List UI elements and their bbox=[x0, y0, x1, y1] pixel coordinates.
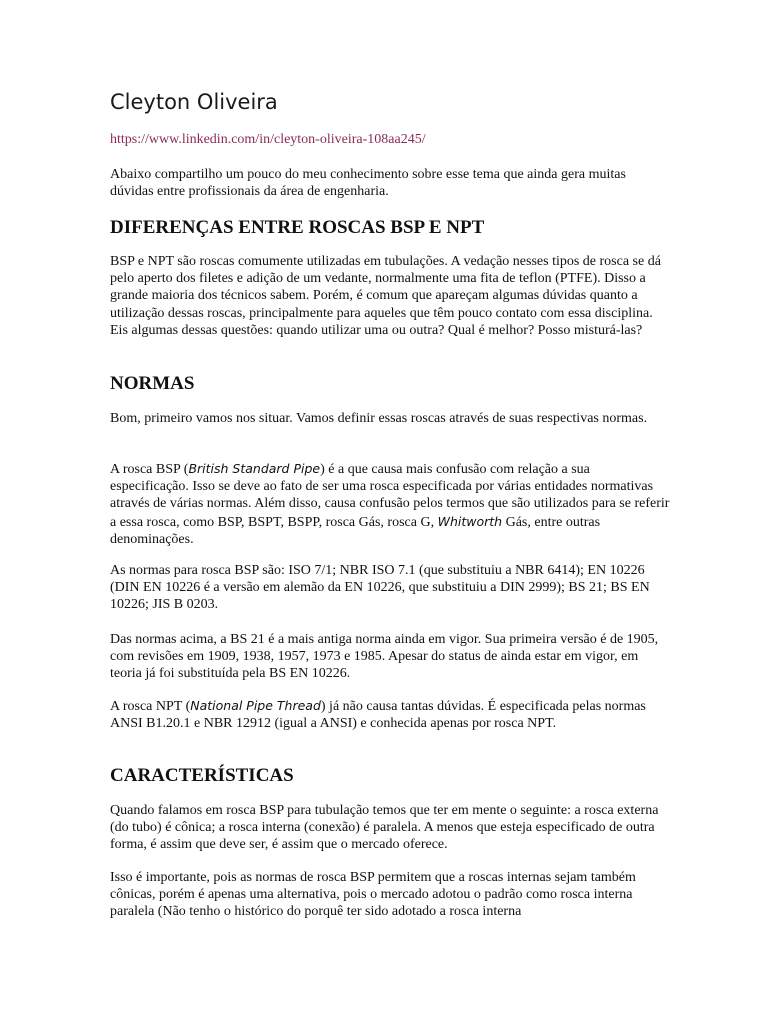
term-national-pipe-thread: National Pipe Thread bbox=[190, 698, 321, 713]
paragraph-npt-definition: A rosca NPT (National Pipe Thread) já não causa tantas dúvidas. É especificada pelas normas ANSI B1.20.1 e NBR 12912 (igual a ANSI) e conhecida apenas por rosca NPT. bbox=[110, 698, 646, 732]
paragraph-bsp-definition: A rosca BSP (British Standard Pipe) é a que causa mais confusão com relação a sua especificação. Isso se deve ao fato de ser uma rosca especificada por várias entidades normativas através de várias normas. Além disso, causa confusão pelos termos que são utilizados para se referir a essa rosca, como BSP, BSPT, BSPP, rosca Gás, rosca G, Whitworth Gás, entre outras denominações. bbox=[110, 461, 670, 547]
paragraph-bsp-characteristics: Quando falamos em rosca BSP para tubulação temos que ter em mente o seguinte: a rosca externa (do tubo) é cônica; a rosca interna (conexão) é paralela. A menos que esteja especificado de outra forma, é assim que deve ser, é assim que o mercado oferece. bbox=[110, 803, 659, 853]
paragraph-normas-intro: Bom, primeiro vamos nos situar. Vamos definir essas roscas através de suas respectivas normas. bbox=[110, 411, 648, 426]
paragraph-bsp-standards: As normas para rosca BSP são: ISO 7/1; NBR ISO 7.1 (que substituiu a NBR 6414); EN 10226 (DIN EN 10226 é a versão em alemão da EN 10226, que substituiu a DIN 2999); BS 21; BS EN 10226; JIS B 0203. bbox=[110, 563, 650, 613]
section-heading-caracteristicas: CARACTERÍSTICAS bbox=[110, 765, 294, 786]
term-whitworth: Whitworth bbox=[437, 513, 503, 529]
author-name: Cleyton Oliveira bbox=[110, 90, 278, 114]
linkedin-link[interactable]: https://www.linkedin.com/in/cleyton-oliveira-108aa245/ bbox=[110, 132, 426, 147]
intro-paragraph: Abaixo compartilho um pouco do meu conhecimento sobre esse tema que ainda gera muitas dúvidas entre profissionais da área de engenharia. bbox=[110, 167, 626, 200]
paragraph-bs21-history: Das normas acima, a BS 21 é a mais antiga norma ainda em vigor. Sua primeira versão é de 1905, com revisões em 1909, 1938, 1957, 1973 e 1985. Apesar do status de ainda estar em vigor, em teoria já foi substituída pela BS EN 10226. bbox=[110, 632, 659, 682]
section-heading-diferencas: DIFERENÇAS ENTRE ROSCAS BSP E NPT bbox=[110, 217, 485, 238]
paragraph-bsp-internal-thread: Isso é importante, pois as normas de rosca BSP permitem que a roscas internas sejam também cônicas, porém é apenas uma alternativa, pois o mercado adotou o padrão como rosca interna paralela (Não tenho o histórico do porquê ter sido adotado a rosca interna bbox=[110, 870, 636, 920]
term-british-standard-pipe: British Standard Pipe bbox=[188, 461, 321, 476]
section-heading-normas: NORMAS bbox=[110, 373, 195, 394]
paragraph-bsp-npt-intro: BSP e NPT são roscas comumente utilizadas em tubulações. A vedação nesses tipos de rosca se dá pelo aperto dos filetes e adição de um vedante, normalmente uma fita de teflon (PTFE). Disso a grande maioria dos técnicos sabem. Porém, é comum que apareçam algumas dúvidas quanto a utilização dessas roscas, principalmente para aqueles que têm pouco contato com essa disciplina. Eis algumas dessas questões: quando utilizar uma ou outra? Qual é melhor? Posso misturá-las? bbox=[110, 254, 661, 338]
